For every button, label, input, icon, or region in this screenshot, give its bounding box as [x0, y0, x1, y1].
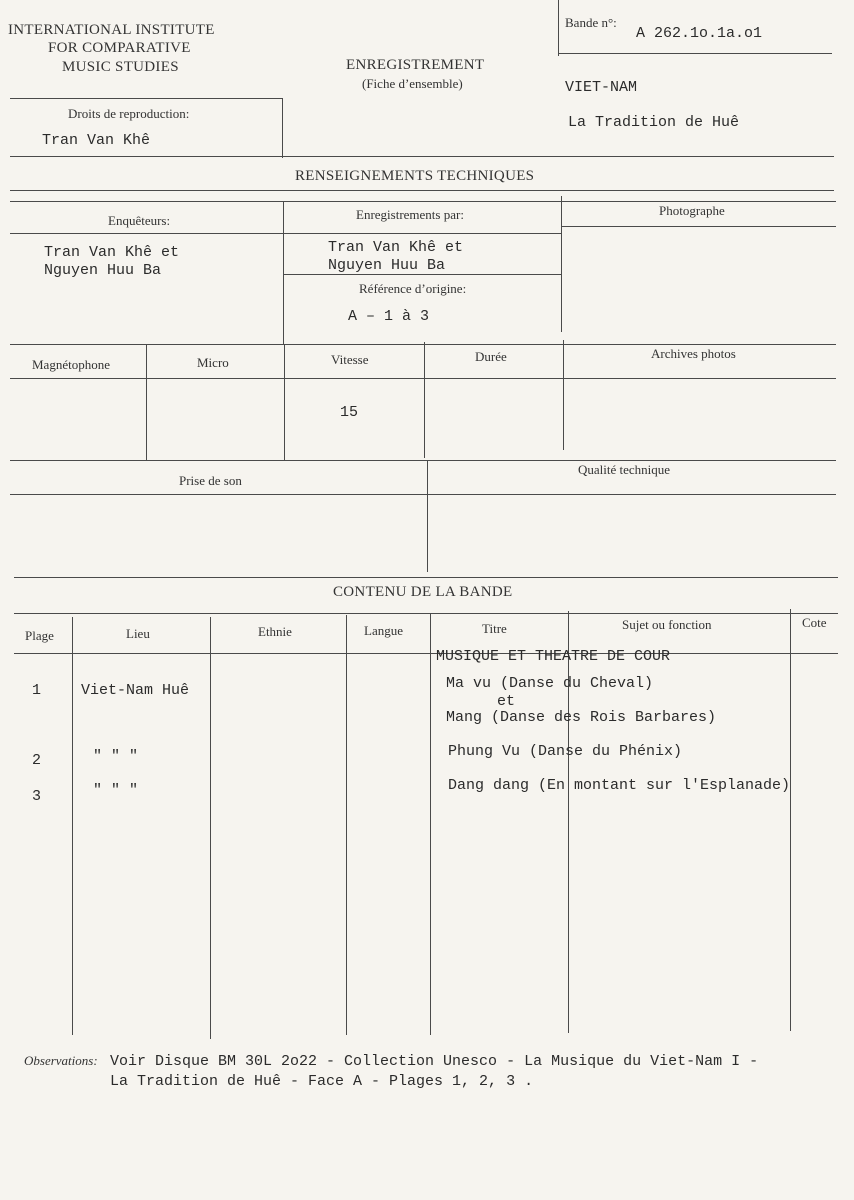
bande-box-left — [558, 0, 559, 56]
content-div3 — [346, 615, 347, 1035]
equip-div2 — [284, 344, 285, 460]
row2-titre: Phung Vu (Danse du Phénix) — [448, 743, 683, 760]
row1-plage: 1 — [32, 682, 42, 699]
col-sujet: Sujet ou fonction — [622, 617, 712, 632]
row3-titre: Dang dang (En montant sur l'Esplanade) — [448, 777, 791, 794]
bande-value: A 262.1o.1a.o1 — [636, 25, 763, 42]
col-plage: Plage — [25, 628, 54, 643]
bande-label: Bande n°: — [565, 15, 617, 30]
tech-bottom-line — [14, 577, 838, 578]
prise-grid-top — [10, 460, 836, 461]
tech-col-div2 — [561, 196, 562, 332]
archives-label: Archives photos — [651, 346, 736, 361]
institute-line1: INTERNATIONAL INSTITUTE — [8, 22, 215, 38]
content-grid-top — [14, 613, 838, 614]
content-header-line — [14, 653, 838, 654]
col-lieu: Lieu — [126, 626, 150, 641]
tech-title-line — [10, 190, 834, 191]
bande-box-bottom — [558, 53, 832, 54]
country-value: VIET-NAM — [565, 79, 638, 96]
col-langue: Langue — [364, 623, 403, 638]
droits-value: Tran Van Khê — [42, 132, 151, 149]
reference-label: Référence d’origine: — [359, 281, 467, 296]
col-titre: Titre — [482, 621, 507, 636]
row1-titre1: Ma vu (Danse du Cheval) — [446, 675, 654, 692]
row3-plage: 3 — [32, 788, 42, 805]
row1-lieu: Viet-Nam Huê — [81, 682, 190, 699]
fiche-subtitle: (Fiche d’ensemble) — [362, 76, 463, 91]
duree-label: Durée — [475, 349, 507, 364]
institute-line3: MUSIC STUDIES — [62, 59, 179, 75]
enreg-par-line1: Tran Van Khê et — [328, 239, 464, 256]
reference-value: A – 1 à 3 — [348, 308, 430, 325]
tech-col-div1 — [283, 201, 284, 344]
content-div2 — [210, 617, 211, 1039]
row1-titre3: Mang (Danse des Rois Barbares) — [446, 709, 717, 726]
tech-grid-top — [10, 201, 836, 202]
col-cote: Cote — [802, 615, 827, 630]
enregistrement-title: ENREGISTREMENT — [346, 57, 485, 73]
qualite-label: Qualité technique — [578, 462, 671, 477]
prise-label-line — [10, 494, 836, 495]
observations-line2: La Tradition de Huê - Face A - Plages 1, 2, 3 . — [110, 1073, 534, 1090]
photo-label-line — [561, 226, 836, 227]
content-div4 — [430, 613, 431, 1035]
content-div1 — [72, 617, 73, 1035]
tradition-value: La Tradition de Huê — [568, 114, 740, 131]
enqueteurs-label: Enquêteurs: — [108, 213, 171, 228]
reference-top-line — [283, 274, 561, 275]
content-div6 — [790, 609, 791, 1031]
vitesse-value: 15 — [340, 404, 359, 421]
row3-lieu: " " " — [93, 782, 139, 799]
magnetophone-label: Magnétophone — [32, 357, 110, 372]
micro-label: Micro — [197, 355, 229, 370]
observations-label: Observations: — [24, 1053, 98, 1068]
droits-box-right — [282, 98, 283, 158]
header-bottom-line — [10, 156, 834, 157]
prise-label: Prise de son — [179, 473, 242, 488]
enqueteurs-line2: Nguyen Huu Ba — [44, 262, 162, 279]
equip-grid-top — [10, 344, 836, 345]
equip-div1 — [146, 344, 147, 460]
prise-div — [427, 460, 428, 572]
equip-div4 — [563, 340, 564, 450]
enqueteurs-line1: Tran Van Khê et — [44, 244, 180, 261]
col-ethnie: Ethnie — [258, 624, 292, 639]
tech-label-row-line — [10, 233, 561, 234]
enreg-par-line2: Nguyen Huu Ba — [328, 257, 446, 274]
row1-titre2: et — [497, 693, 516, 710]
content-heading: MUSIQUE ET THEATRE DE COUR — [436, 648, 671, 665]
photographe-label: Photographe — [659, 203, 725, 218]
institute-line2: FOR COMPARATIVE — [48, 40, 191, 56]
vitesse-label: Vitesse — [331, 352, 369, 367]
content-section-title: CONTENU DE LA BANDE — [333, 584, 513, 600]
enreg-par-label: Enregistrements par: — [356, 207, 464, 222]
droits-box-top — [10, 98, 282, 99]
equip-div3 — [424, 342, 425, 458]
tech-section-title: RENSEIGNEMENTS TECHNIQUES — [295, 168, 535, 184]
row2-lieu: " " " — [93, 748, 139, 765]
observations-line1: Voir Disque BM 30L 2o22 - Collection Unesco - La Musique du Viet-Nam I - — [110, 1053, 759, 1070]
row2-plage: 2 — [32, 752, 42, 769]
equip-label-line — [10, 378, 836, 379]
droits-label: Droits de reproduction: — [68, 106, 190, 121]
